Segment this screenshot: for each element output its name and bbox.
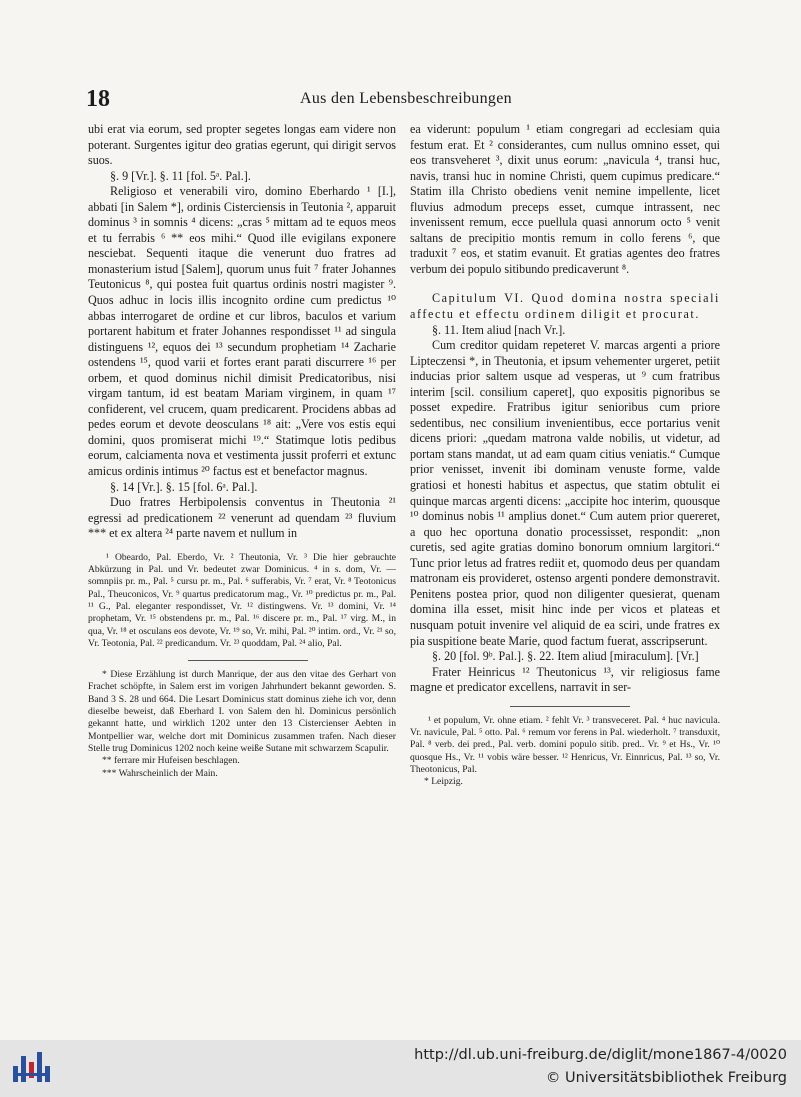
paragraph: Duo fratres Herbipolensis conventus in Theutonia ²¹ egressi ad predicationem ²² venerunt ad quendam ²³ fluvium *** et ex altera ²⁴ parte navem et nullum in (88, 495, 396, 541)
star-note: * Diese Erzählung ist durch Manrique, der aus den vitae des Gerhart von Frachet schöpfte, in Salem erst im vorigen Jahrhundert bekannt geworden. S. Band 3 S. 28 und 664. Die Lesart Dominicus statt dominus ziehe ich vor, denn dieselbe beweist, daß Eberhard I. von Salem den hl. Dominicus persönlich gekannt hatte, und wirklich 1202 unter den 13 Cistercienser Aebten in Montpellier war, welche dort mit Dominicus zusammen trafen. Nach dieser Stelle trug Dominicus 1202 noch keine weiße Sutane mit schwarzem Scapulir. (88, 669, 396, 754)
copyright-text: © Universitätsbibliothek Freiburg (545, 1070, 787, 1086)
star-note: ** ferrare mir Hufeisen beschlagen. (102, 755, 240, 767)
footer-bar (0, 1040, 801, 1097)
footnotes: ¹ et populum, Vr. ohne etiam. ² fehlt Vr. ³ transveceret. Pal. ⁴ huc navicula. Vr. navicule, Pal. ⁵ otto. Pal. ⁶ remum vor ferens in Pal. wiederholt. ⁷ transduxit, Pal. ⁸ verb. dei pred., Pal. verb. domini populo sitib. pred.. Vr. ⁹ et Hs., Vr. ¹⁰ quosque Hs., Vr. ¹¹ vobis wäre besser. ¹² Henricus, Vr. Einnricus, Pal. ¹³ so, Vr. Theotonicus, Pal. (410, 714, 720, 775)
paragraph: ubi erat via eorum, sed propter segetes longas eam videre non poterant. Surgentes igitur deo gratias egerunt, qui dirigit servos suos. (88, 122, 396, 168)
section-heading: §. 11. Item aliud [nach Vr.]. (432, 322, 566, 337)
paragraph: Frater Heinricus ¹² Theutonicus ¹³, vir religiosus fame magne et predicator excellens, narravit in ser- (410, 664, 720, 695)
left-column (88, 122, 396, 780)
running-title: Aus den Lebensbeschreibungen (300, 90, 512, 107)
star-note: *** Wahrscheinlich der Main. (102, 767, 218, 779)
divider (510, 706, 630, 707)
paragraph: Cum creditor quidam repeteret V. marcas argenti a priore Lipteczensi *, in Theutonia, et ipsum vehementer urgeret, petiit inducias prior saltem usque ad vesperas, ut ⁹ cum fratribus interim [scil. consilium caperet], quo expositis pignoribus se posset expedire. Fratribus igitur senioribus cum priore sedentibus, nec consilium invenientibus, ecce portarius venit dicens priori: „quedam matrona valde nobilis, ut videtur, ad portam stans mandat, ut ad eam quam citius veniatis.“ Cumque prior venisset, invenit ibi dominam venuste forme, valde gratiosi et honesti habitus et aspectus, que statim obtulit ei quinque marcas argenti dicens: „accipite hoc interim, quousque ¹⁰ dominus nobis ¹¹ amplius donet.“ Cum autem prior quereret, a quo hec oportuna donatio processisset, respondit: „non curetis, sed agite gratias domino bonorum omnium largitori.“ Tunc prior letus ad fratres rediit et, quomodo deus per quandam matronam eis provideret, ostenso argenti pondere demonstravit. Penitens postea prior, quod non diligenter quesierat, quenam domina illa esset, misit hinc inde per vicos et plateas et nusquam potuit invenire vel aliquid de ea sciri, unde fratres ex pia suspitione beate Marie, quod factum fuerat, asscripserunt. (410, 338, 720, 648)
page-number: 18 (86, 86, 110, 112)
chapter-heading: Capitulum VI. Quod domina nostra speciali affectu et effectu ordinem diligit et procurat. (410, 291, 720, 322)
star-note: * Leipzig. (424, 776, 463, 788)
footnotes: ¹ Obeardo, Pal. Eberdo, Vr. ² Theutonia, Vr. ³ Die hier gebrauchte Abkürzung in Pal. und Vr. bedeutet zwar Dominicus. ⁴ in s. dom, Vr. — somnpiis pr. m., Pal. ⁵ cursu pr. m., Pal. ⁶ sufferabis, Vr. ⁷ erat, Vr. ⁸ Teotonicus Pal., Theuconicos, Vr. ⁹ quartus predicatorum mag., Vr. ¹⁰ predictus pr. m., Pal. ¹¹ G., Pal. eleganter respondisset, Vr. ¹² distingwens. Vr. ¹³ domini, Vr. ¹⁴ prophetam, Vr. ¹⁵ obstendens pr. m., Pal. ¹⁶ discere pr. m., Pal. ¹⁷ virg. M., in qua, Vr. ¹⁸ et osculans eos devote, Vr. ¹⁹ so, Vr. mihi, Pal. ²⁰ intim. ord., Vr. ²¹ so, Vr. Teotonia, Pal. ²² predicandum. Vr. ²³ quoddam, Pal. ²⁴ alio, Pal. (88, 551, 396, 649)
right-column (410, 122, 720, 788)
paragraph: Religioso et venerabili viro, domino Eberhardo ¹ [I.], abbati [in Salem *], ordinis Cisterciensis in Teutonia ², apparuit dominus ³ in somnis ⁴ dicens: „cras ⁵ mittam ad te equos meos et tu ferrabis ⁶ ** eos mihi.“ Quod ille evigilans exponere nesciebat. Sequenti itaque die venerunt duo fratres ad monasterium istud [Salem], quorum unus fuit ⁷ frater Johannes Teutonicus ⁸, qui postea fuit quartus ordinis nostri magister ⁹. Quos adhuc in locis illis incognito ordine cum predictus ¹⁰ abbas interrogaret de ordine et cur libros, baculos et varium portarent habitum et frater Johannes respondisset ¹¹ ad singula distinguens ¹², equos dei ¹³ secundum prophetiam ¹⁴ Zacharie ostendens ¹⁵, quod varii et fortes erant parati discurrere ¹⁶ per orbem, et quod dominus nichil dimisit Predicatoribus, nisi virgam tantum, id est beatam Mariam virginem, in quam ¹⁷ confiderent, vel crucem, quam predicarent. Procidens abbas ad pedes eorum et devote deosculans ¹⁸ ait: „Vere vos estis equi domini, quos promiserat michi ¹⁹.“ Statimque lotis pedibus eorum, calciamenta nova et vestimenta jussit proferri et extunc amicus ordinis intimus ²⁰ factus est et benefactor magnus. (88, 184, 396, 479)
document-url-link[interactable]: http://dl.ub.uni-freiburg.de/diglit/mone1867-4/0020 (414, 1047, 787, 1063)
section-heading: §. 9 [Vr.]. §. 11 [fol. 5ᵃ. Pal.]. (110, 168, 251, 183)
library-logo-icon (10, 1048, 52, 1090)
section-heading: §. 14 [Vr.]. §. 15 [fol. 6ᵃ. Pal.]. (110, 479, 258, 494)
paragraph: ea viderunt: populum ¹ etiam congregari ad ecclesiam quia festum erat. Et ² considerantes, cum nullus omnino esset, qui eos transveheret ³, dixit unus eorum: „navicula ⁴, transi huc, navis, transi huc in nomine Christi, quem cupimus predicare.“ Statim illa Christo obediens venit nemine impellente, licet fluvius admodum preceps esset, cumque intrassent, nec invenissent remum, ecce puellula quasi annorum octo ⁵ venit saltans de precipitio montis remum in collo ferens ⁶, que traduxit ⁷ eos, et statim evanuit. Et gratias agentes deo fratres verbum dei populo sitibundo predicaverunt ⁸. (410, 122, 720, 276)
divider (188, 660, 308, 661)
section-heading: §. 20 [fol. 9ᵇ. Pal.]. §. 22. Item aliud [miraculum]. [Vr.] (432, 649, 699, 664)
